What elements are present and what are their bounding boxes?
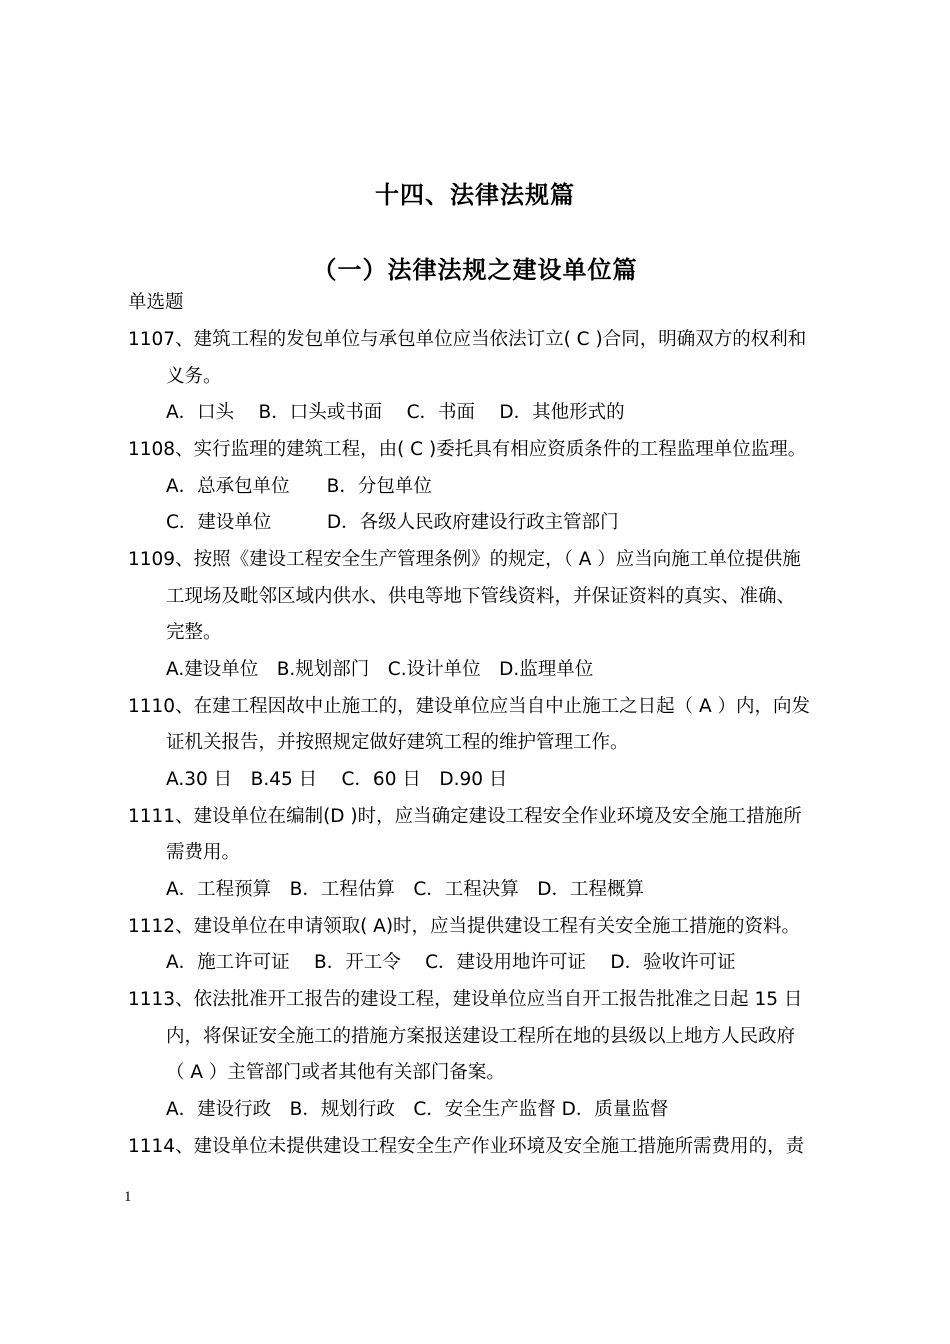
- question-1111-options: A．工程预算 B．工程估算 C．工程决算 D．工程概算: [166, 879, 645, 900]
- question-1111: 1111、建设单位在编制(D )时，应当确定建设工程安全作业环境及安全施工措施所: [128, 806, 802, 827]
- question-1113-cont-2: （ A ）主管部门或者其他有关部门备案。: [166, 1062, 505, 1083]
- category-label: 单选题: [128, 292, 184, 313]
- section-title: （一）法律法规之建设单位篇: [312, 256, 638, 284]
- question-1109: 1109、按照《建设工程安全生产管理条例》的规定，（ A ）应当向施工单位提供施: [128, 549, 801, 570]
- question-1108: 1108、实行监理的建筑工程，由( C )委托具有相应资质条件的工程监理单位监理。: [128, 439, 807, 460]
- question-1109-options: A.建设单位 B.规划部门 C.设计单位 D.监理单位: [166, 659, 594, 680]
- question-1107-cont: 义务。: [166, 366, 222, 387]
- question-1107: 1107、建筑工程的发包单位与承包单位应当依法订立( C )合同，明确双方的权利和: [128, 329, 807, 350]
- question-1108-options-1: A．总承包单位 B．分包单位: [166, 476, 432, 497]
- question-1109-cont-2: 完整。: [166, 622, 222, 643]
- question-1113-cont-1: 内，将保证安全施工的措施方案报送建设工程所在地的县级以上地方人民政府: [166, 1026, 796, 1047]
- question-1107-options: A．口头 B．口头或书面 C．书面 D．其他形式的: [166, 402, 625, 423]
- question-1110: 1110、在建工程因故中止施工的，建设单位应当自中止施工之日起（ A ）内，向发: [128, 696, 811, 717]
- question-1113-options: A．建设行政 B．规划行政 C．安全生产监督 D．质量监督: [166, 1099, 669, 1120]
- question-1112: 1112、建设单位在申请领取( A)时，应当提供建设工程有关安全施工措施的资料。: [128, 916, 801, 937]
- question-1108-options-2: C．建设单位 D．各级人民政府建设行政主管部门: [166, 512, 619, 533]
- question-1111-cont: 需费用。: [166, 842, 241, 863]
- question-1112-options: A．施工许可证 B．开工令 C．建设用地许可证 D．验收许可证: [166, 952, 736, 973]
- question-1110-options: A.30 日 B.45 日 C．60 日 D.90 日: [166, 769, 508, 790]
- question-1109-cont-1: 工现场及毗邻区域内供水、供电等地下管线资料，并保证资料的真实、准确、: [166, 586, 796, 607]
- chapter-title: 十四、法律法规篇: [375, 181, 575, 209]
- page-number: 1: [124, 1189, 132, 1205]
- question-1110-cont: 证机关报告，并按照规定做好建筑工程的维护管理工作。: [166, 732, 629, 753]
- question-1113: 1113、依法批准开工报告的建设工程，建设单位应当自开工报告批准之日起 15 日: [128, 989, 803, 1010]
- question-1114: 1114、建设单位未提供建设工程安全生产作业环境及安全施工措施所需费用的，责: [128, 1136, 805, 1157]
